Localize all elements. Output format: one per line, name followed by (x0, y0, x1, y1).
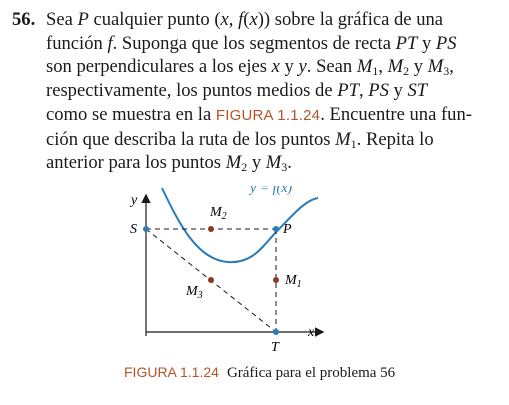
figure-caption (124, 364, 395, 382)
problem-line-6 (12, 128, 502, 152)
label-M1 (284, 273, 302, 290)
label-M2-letter: M (210, 205, 222, 220)
text: . Encuentre una fun- (320, 103, 472, 125)
graph-svg (100, 186, 340, 356)
text: cualquier punto ( (88, 9, 221, 30)
text: , (228, 9, 239, 30)
text: . Suponga que los segmentos de recta (112, 32, 396, 54)
label-y-axis: y (131, 193, 138, 208)
subscript: 3 (443, 64, 450, 79)
text: como se muestra en la (46, 103, 216, 125)
var-y: y (298, 56, 307, 78)
var-x: x (220, 9, 229, 30)
text: y (409, 56, 428, 78)
var-f: f (107, 32, 113, 54)
text: y (417, 32, 436, 54)
text: . (287, 152, 292, 174)
label-M3-sub: 3 (197, 290, 203, 301)
var-M: M (225, 152, 242, 174)
problem-line-3 (12, 55, 502, 79)
text: . Sean (306, 56, 357, 78)
problem-line-4 (12, 79, 502, 103)
var-M: M (387, 56, 404, 78)
text: , (378, 56, 388, 78)
var-x: x (271, 56, 280, 78)
subscript: 3 (281, 160, 288, 175)
var-M: M (427, 56, 444, 78)
text: son perpendiculares a los ejes (46, 56, 272, 78)
figure-reference[interactable]: FIGURA 1.1.24 (215, 106, 321, 124)
var-M: M (335, 128, 351, 150)
label-x-axis: x (308, 325, 315, 340)
var-M: M (265, 152, 282, 174)
text: )) sobre la gráfica de una (257, 9, 444, 30)
point-P (273, 226, 279, 232)
figure-graph (100, 186, 340, 356)
text: y (247, 152, 266, 174)
point-M1 (273, 277, 279, 283)
var-PT: PT (395, 32, 418, 54)
text: función (46, 32, 108, 54)
text: respectivamente, los puntos medios de (46, 80, 338, 102)
text: . Repita lo (356, 128, 434, 150)
problem-line-7 (12, 151, 502, 175)
var-PS: PS (368, 80, 389, 102)
label-curve: y = f(x) (250, 186, 293, 196)
var-x: x (249, 9, 258, 30)
label-M1-letter: M (285, 273, 297, 288)
label-M3-letter: M (186, 284, 198, 299)
var-P: P (77, 9, 89, 30)
text: anterior para los puntos (46, 152, 226, 174)
label-M3 (185, 284, 203, 301)
curve-f (162, 188, 318, 262)
caption-text: Gráfica para el problema 56 (226, 365, 396, 381)
caption-figure-ref: FIGURA 1.1.24 (124, 364, 219, 380)
text: ( (243, 9, 250, 30)
var-PT: PT (337, 80, 359, 102)
problem-number: 56. (12, 9, 36, 30)
text: Sea (46, 9, 78, 30)
label-M2-sub: 2 (221, 211, 227, 222)
point-S (143, 226, 149, 232)
var-PS: PS (435, 32, 457, 54)
problem-line-1 (12, 8, 502, 32)
problem-line-2 (12, 32, 502, 56)
label-T: T (271, 340, 279, 355)
point-T (273, 329, 279, 335)
point-M3 (208, 277, 214, 283)
point-M2 (208, 226, 214, 232)
subscript: 1 (350, 136, 357, 151)
var-M: M (356, 56, 373, 78)
problem-line-5 (12, 103, 502, 128)
text: y (388, 80, 408, 102)
label-M1-sub: 1 (296, 279, 302, 290)
var-f: f (238, 9, 244, 30)
label-S: S (130, 222, 137, 237)
var-ST: ST (407, 80, 428, 102)
problem-56 (12, 8, 502, 175)
label-M2 (209, 205, 227, 222)
text: , (449, 56, 454, 78)
subscript: 2 (403, 64, 410, 79)
subscript: 1 (372, 64, 379, 79)
text: , (358, 80, 369, 102)
text: ción que describa la ruta de los puntos (46, 128, 336, 150)
subscript: 2 (241, 160, 248, 175)
text: y (279, 56, 299, 78)
label-P: P (283, 222, 292, 237)
